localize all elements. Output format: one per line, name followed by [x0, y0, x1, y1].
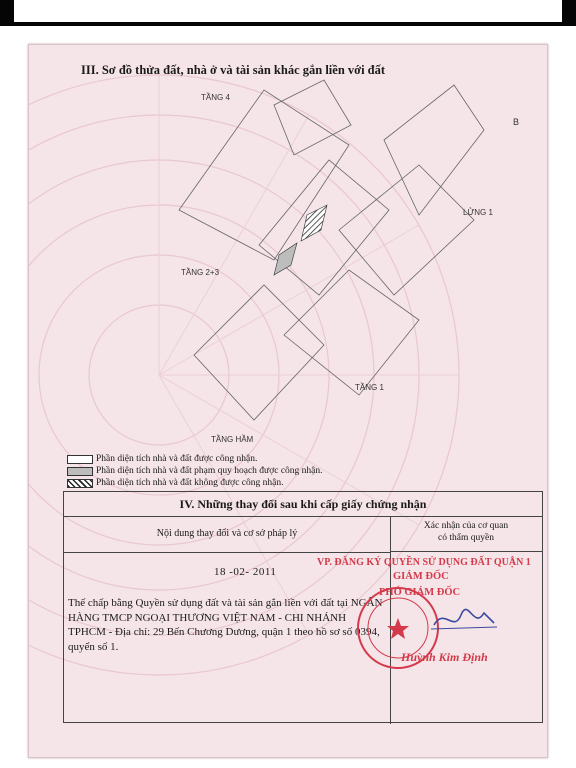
- signer-name: Huỳnh Kim Định: [401, 650, 488, 664]
- legend-item: [67, 453, 323, 465]
- section4-title: IV. Những thay đổi sau khi cấp giấy chứng nhận: [64, 492, 542, 517]
- registration-office-name: VP. ĐĂNG KÝ QUYỀN SỬ DỤNG ĐẤT QUẬN 1: [317, 557, 531, 568]
- change-date: 18 -02- 2011: [214, 566, 277, 578]
- legend-text: Phần diện tích nhà và đất được công nhận.: [96, 454, 258, 464]
- north-arrow-label: B: [513, 117, 520, 127]
- confirmation-header-line2: có thẩm quyền: [438, 533, 494, 543]
- plan-label-floor1: TẦNG 1: [355, 383, 384, 392]
- legend-swatch-hatch: [67, 479, 93, 488]
- plan-label-floor4: TẦNG 4: [201, 93, 230, 102]
- deputy-director-title: PHÓ GIÁM ĐỐC: [379, 587, 461, 598]
- plan-label-basement: TẦNG HẦM: [211, 435, 254, 444]
- plan-label-mezzanine: LỬNG 1: [463, 208, 493, 217]
- column-header-content: Nội dung thay đổi và cơ sở pháp lý: [64, 516, 391, 553]
- legend-text: Phần diện tích nhà và đất không được công nhận.: [96, 478, 284, 488]
- column-header-confirmation: [390, 516, 542, 552]
- section3-title: III. Sơ đồ thửa đất, nhà ở và tài sản khác gắn liền với đất: [81, 63, 386, 77]
- legend: [67, 453, 323, 489]
- floor-plan-drawing: [179, 80, 484, 420]
- legend-item: [67, 465, 323, 477]
- director-title: GIÁM ĐỐC: [393, 571, 449, 582]
- certificate-page: [28, 44, 548, 758]
- change-content: Thế chấp bằng Quyền sử dụng đất và tài sản gắn liền với đất tại NGÂN HÀNG TMCP NGOẠI THƯƠNG VIỆT NAM - CHI NHÁNH TPHCM - Địa chỉ: 29 Bến Chương Dương, quận 1 theo hồ sơ số 0394, quyển số 1.: [68, 597, 383, 653]
- legend-swatch-plain: [67, 455, 93, 464]
- top-black-bar: [0, 0, 576, 26]
- handwritten-signature: [429, 605, 499, 635]
- legend-swatch-grey: [67, 467, 93, 476]
- plan-label-floor23: TẦNG 2+3: [181, 268, 220, 277]
- legend-item: [67, 477, 323, 489]
- legend-text: Phần diện tích nhà và đất phạm quy hoạch được công nhận.: [96, 466, 323, 476]
- confirmation-header-line1: Xác nhận của cơ quan: [423, 521, 509, 531]
- top-white-strip: [14, 0, 562, 22]
